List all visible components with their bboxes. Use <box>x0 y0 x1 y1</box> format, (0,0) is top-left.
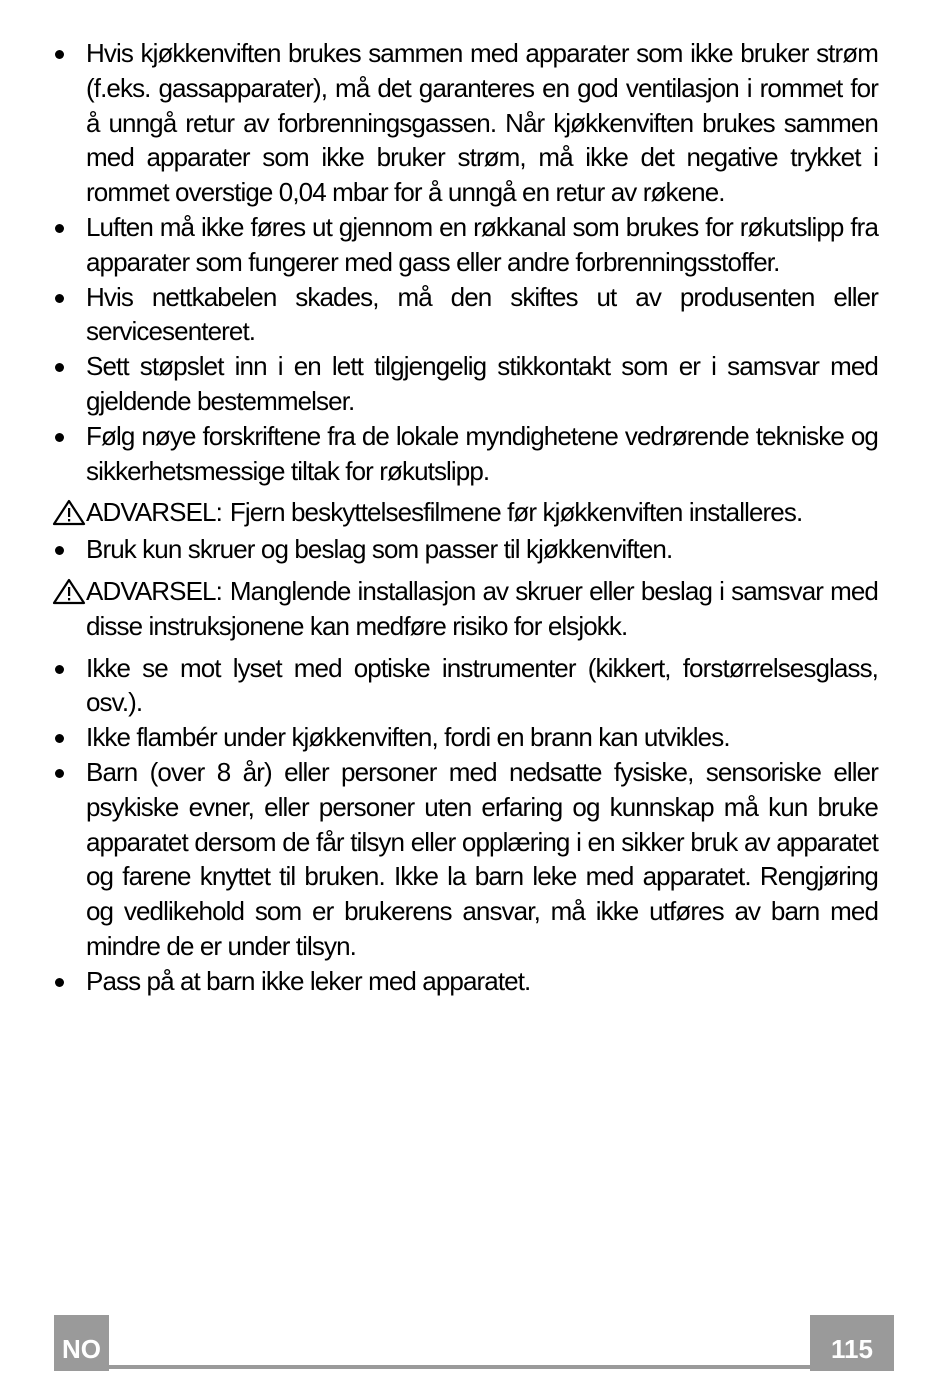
bullet-icon <box>55 734 64 743</box>
list-item <box>52 349 878 419</box>
list-item <box>52 651 878 721</box>
bullet-icon <box>55 433 64 442</box>
list-item <box>52 964 878 999</box>
bullet-icon <box>55 769 64 778</box>
warning-text: Manglende installasjon av skruer eller beslag i samsvar med disse instruksjonene kan medføre risiko for elsjokk. <box>86 575 878 641</box>
warning-label: ADVARSEL: <box>86 575 222 606</box>
bullet-icon <box>55 294 64 303</box>
list-item <box>52 210 878 280</box>
warning-icon <box>52 578 86 605</box>
list-item-text: Sett støpslet inn i en lett tilgjengelig stikkontakt som er i samsvar med gjeldende bestemmelser. <box>86 351 878 416</box>
list-item-text: Bruk kun skruer og beslag som passer til kjøkkenviften. <box>86 534 673 565</box>
bullet-icon <box>55 978 64 987</box>
warning-notice <box>52 495 878 530</box>
list-item-text: Hvis nettkabelen skades, må den skiftes ut av produsenten eller servicesenteret. <box>86 281 878 347</box>
list-item-text: Ikke flambér under kjøkkenviften, fordi en brann kan utvikles. <box>86 722 730 753</box>
list-item <box>52 419 878 489</box>
list-item <box>52 280 878 350</box>
list-item <box>52 36 878 210</box>
page-footer <box>54 1315 894 1371</box>
page-content <box>52 36 878 999</box>
list-item-text: Hvis kjøkkenviften brukes sammen med apparater som ikke bruker strøm (f.eks. gassapparater), må det garanteres en god ventilasjon i rommet for å unngå retur av forbrenningsgassen. Når kjøkkenviften brukes sammen med apparater som ikke bruker strøm, må ikke det negative trykket i rommet overstige 0,04 mbar for å unngå en retur av røkene. <box>86 38 878 208</box>
list-item-text: Følg nøye forskriftene fra de lokale myndighetene vedrørende tekniske og sikkerhetsmessige tiltak for røkutslipp. <box>86 420 878 486</box>
list-item-text: Luften må ikke føres ut gjennom en røkkanal som brukes for røkutslipp fra apparater som fungerer med gass eller andre forbrenningsstoffer. <box>86 211 878 277</box>
warning-text: Fjern beskyttelsesfilmene før kjøkkenviften installeres. <box>229 497 803 528</box>
language-badge: NO <box>54 1315 109 1371</box>
footer-divider <box>54 1365 894 1369</box>
bullet-icon <box>55 363 64 372</box>
page-number: 115 <box>810 1315 894 1371</box>
bullet-icon <box>55 546 64 555</box>
bullet-icon <box>55 665 64 674</box>
warning-icon <box>52 499 86 526</box>
list-item <box>52 755 878 964</box>
list-item-text: Ikke se mot lyset med optiske instrumenter (kikkert, forstørrelsesglass, osv.). <box>86 652 878 718</box>
list-item-text: Barn (over 8 år) eller personer med nedsatte fysiske, sensoriske eller psykiske evner, eller personer uten erfaring og kunnskap må kun bruke apparatet dersom de får tilsyn eller opplæring i en sikker bruk av apparatet og farene knyttet til bruken. Ikke la barn leke med apparatet. Rengjøring og vedlikehold som er brukerens ansvar, må ikke utføres av barn med mindre de er under tilsyn. <box>86 756 878 961</box>
warning-label: ADVARSEL: <box>86 497 222 528</box>
list-item <box>52 720 878 755</box>
list-item <box>52 532 878 567</box>
warning-notice <box>52 574 878 644</box>
bullet-icon <box>55 224 64 233</box>
list-item-text: Pass på at barn ikke leker med apparatet. <box>86 965 531 996</box>
bullet-icon <box>55 50 64 59</box>
